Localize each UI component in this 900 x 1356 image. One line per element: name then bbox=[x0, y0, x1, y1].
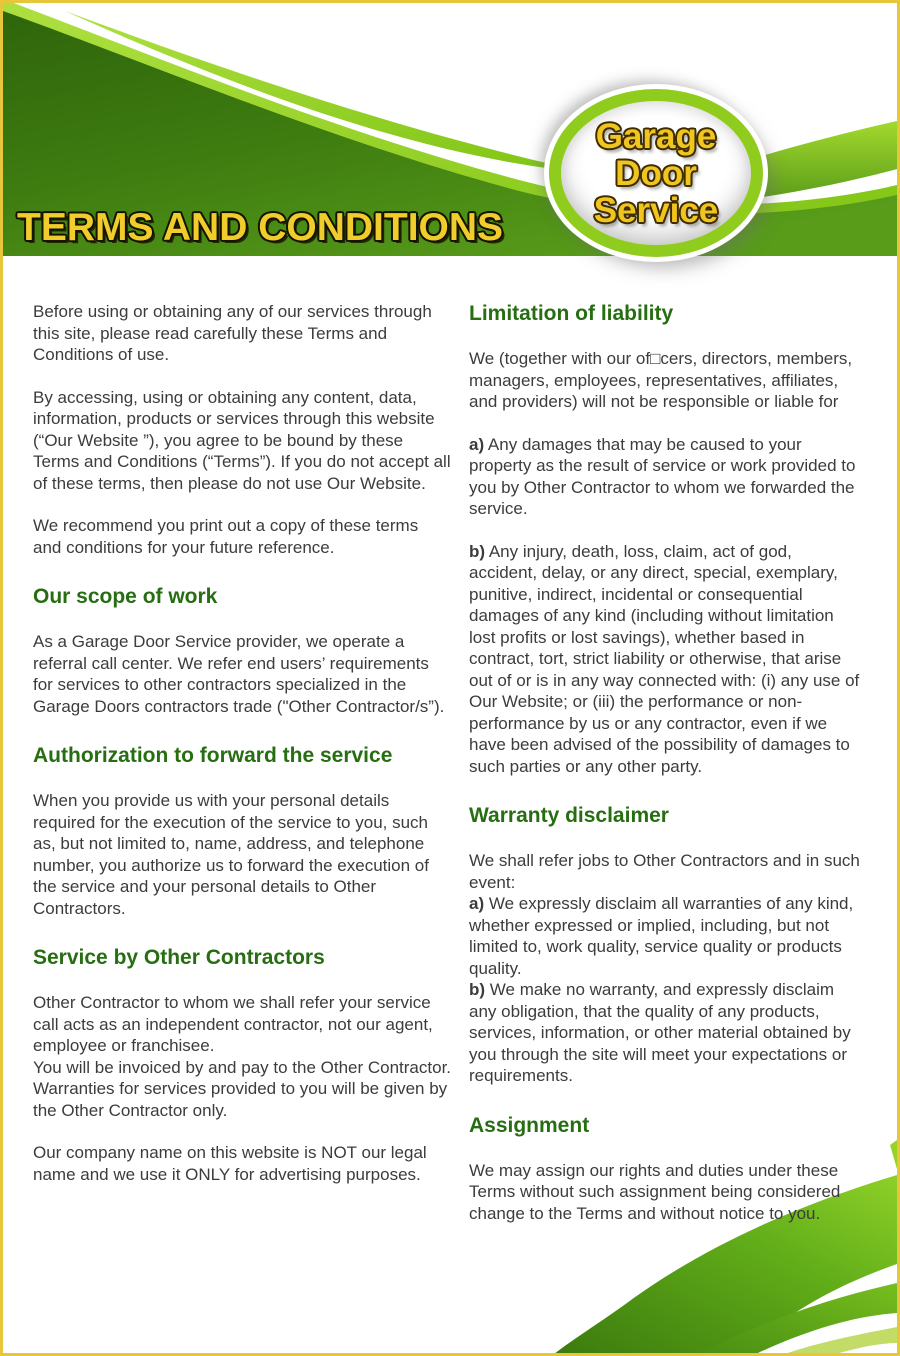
heading-authorization: Authorization to forward the service bbox=[33, 744, 393, 767]
warranty-lines bbox=[469, 850, 863, 1087]
garage-door-service-badge bbox=[549, 89, 763, 257]
intro-paragraph-1: Before using or obtaining any of our services through this site, please read carefully these Terms and Conditions of use. bbox=[33, 302, 432, 364]
warranty-b-label: b) bbox=[469, 980, 486, 999]
liability-intro-paragraph: We (together with our of□cers, directors, members, managers, employees, representatives, affiliates, and providers) will not be responsible or liable for bbox=[469, 349, 853, 411]
warranty-a-text: We expressly disclaim all warranties of any kind, whether expressed or implied, including, but not limited to, work quality, service quality or products quality. bbox=[469, 894, 854, 978]
badge-line-1: Garage bbox=[595, 116, 717, 156]
other-contractors-line-3: Warranties for services provided to you will be given by the Other Contractor only. bbox=[33, 1079, 448, 1120]
authorization-paragraph: When you provide us with your personal details required for the execution of the service to you, such as, but not limited to, name, address, and telephone number, you authorize us to forward the execution of the service and your personal details to Other Contractors. bbox=[33, 791, 429, 918]
heading-service-by-other-contractors: Service by Other Contractors bbox=[33, 946, 325, 969]
other-contractors-lines bbox=[33, 992, 451, 1121]
page-title: TERMS AND CONDITIONS bbox=[17, 206, 504, 249]
right-column bbox=[469, 301, 863, 1245]
warranty-item-b bbox=[469, 979, 863, 1087]
company-name-paragraph: Our company name on this website is NOT our legal name and we use it ONLY for advertising purposes. bbox=[33, 1143, 427, 1184]
warranty-intro: We shall refer jobs to Other Contractors and in such event: bbox=[469, 851, 860, 892]
heading-warranty-disclaimer: Warranty disclaimer bbox=[469, 804, 669, 827]
heading-limitation-of-liability: Limitation of liability bbox=[469, 302, 674, 325]
item-b-label: b) bbox=[469, 541, 486, 561]
badge-line-2: Door bbox=[615, 153, 697, 193]
scope-paragraph: As a Garage Door Service provider, we operate a referral call center. We refer end users’ requirements for services to other contractors specialized in the Garage Doors contractors trade ("Other Contractor/s”). bbox=[33, 632, 445, 716]
other-contractors-line-2: You will be invoiced by and pay to the Other Contractor. bbox=[33, 1057, 452, 1077]
intro-paragraph-3: We recommend you print out a copy of these terms and conditions for your future reference. bbox=[33, 516, 419, 557]
header bbox=[3, 3, 897, 256]
liability-item-a bbox=[469, 434, 863, 520]
assignment-paragraph: We may assign our rights and duties under these Terms without such assignment being considered change to the Terms and without notice to you. bbox=[469, 1160, 841, 1223]
liability-item-b bbox=[469, 541, 863, 778]
warranty-b-text: We make no warranty, and expressly disclaim any obligation, that the quality of any products, services, information, or other material obtained by you through the site will meet your expectations or requirements. bbox=[469, 980, 851, 1085]
heading-assignment: Assignment bbox=[469, 1113, 590, 1137]
badge-line-3: Service bbox=[593, 190, 719, 230]
left-column bbox=[33, 301, 451, 1245]
item-b-text: Any injury, death, loss, claim, act of god, accident, delay, or any direct, special, exemplary, punitive, indirect, incidental or consequential damages of any kind (including without limitation lost profits or lost savings), whether based in contract, tort, strict liability or otherwise, that arise out of or is in any way connected with: (i) any use of Our Website; or (iii) the performance or non-performance by us or any contractor, even if we have been advised of the possibility of damages to such parties or any other party. bbox=[469, 541, 860, 776]
intro-paragraph-2: By accessing, using or obtaining any content, data, information, products or services through this website (“Our Website ”), you agree to be bound by these Terms and Conditions (“Terms”). If you do not accept all of these terms, then please do not use Our Website. bbox=[33, 387, 451, 493]
other-contractors-line-1: Other Contractor to whom we shall refer your service call acts as an independent contractor, not our agent, employee or franchisee. bbox=[33, 993, 433, 1055]
terms-content bbox=[3, 256, 897, 1245]
item-a-label: a) bbox=[469, 434, 485, 454]
warranty-a-label: a) bbox=[469, 894, 485, 913]
heading-our-scope-of-work: Our scope of work bbox=[33, 585, 218, 608]
item-a-text: Any damages that may be caused to your property as the result of service or work provided to you by Other Contractor to whom we forwarded the service. bbox=[469, 434, 856, 518]
warranty-item-a bbox=[469, 893, 863, 979]
